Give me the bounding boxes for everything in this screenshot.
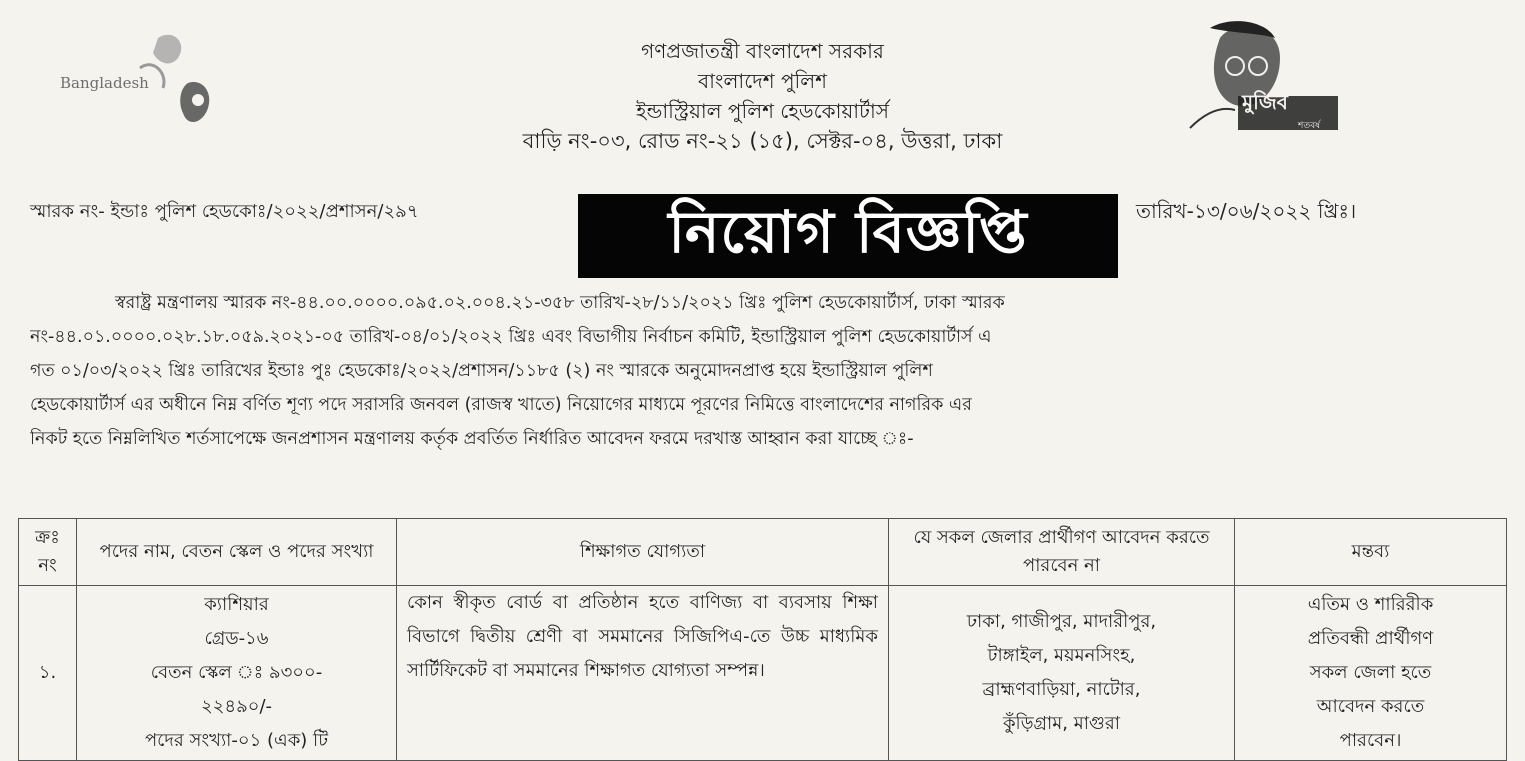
district-line: ব্রাহ্মণবাড়িয়া, নাটোর, — [982, 679, 1141, 700]
district-line: ঢাকা, গাজীপুর, মাদারীপুর, — [966, 611, 1157, 632]
remark-line: পারবেন। — [1339, 730, 1402, 751]
cell-education: কোন স্বীকৃত বোর্ড বা প্রতিষ্ঠান হতে বাণিজ্য বা ব্যবসায় শিক্ষা বিভাগে দ্বিতীয় শ্রেণী বা সমমানের সিজিপিএ-তে উচ্চ মাধ্যমিক সার্টিফিকেট বা সমমানের শিক্ষাগত যোগ্যতা সম্পন্ন। — [397, 586, 889, 761]
post-count: পদের সংখ্যা-০১ (এক) টি — [144, 730, 329, 751]
remark-line: সকল জেলা হতে — [1309, 662, 1432, 683]
cell-serial: ১. — [19, 586, 77, 761]
remark-line: আবেদন করতে — [1316, 696, 1425, 717]
body-line: নিকট হতে নিম্নলিখিত শর্তসাপেক্ষে জনপ্রশাসন মন্ত্রণালয় কর্তৃক প্রবর্তিত নির্ধারিত আবেদন ফরমে দরখাস্ত আহ্বান করা যাচ্ছে ঃ- — [30, 429, 914, 449]
letterhead — [0, 36, 1525, 156]
post-pay-scale-end: ২২৪৯০/- — [200, 696, 273, 717]
column-header-education: শিক্ষাগত যোগ্যতা — [397, 519, 889, 586]
post-pay-scale: বেতন স্কেল ঃ ৯৩০০- — [150, 662, 323, 683]
column-header-districts: যে সকল জেলার প্রার্থীগণ আবেদন করতে পারবেন না — [889, 519, 1235, 586]
remark-line: এতিম ও শারিরীক — [1307, 594, 1434, 615]
office-address: বাড়ি নং-০৩, রোড নং-২১ (১৫), সেক্টর-০৪, উত্তরা, ঢাকা — [522, 129, 1003, 153]
column-header-remarks: মন্তব্য — [1235, 519, 1507, 586]
logo-text: Bangladesh — [60, 74, 149, 92]
cell-districts — [889, 586, 1235, 761]
district-line: কুঁড়িগ্রাম, মাগুরা — [1002, 713, 1121, 734]
table-row — [19, 586, 1507, 761]
post-grade: গ্রেড-১৬ — [204, 628, 269, 649]
column-header-post: পদের নাম, বেতন স্কেল ও পদের সংখ্যা — [77, 519, 397, 586]
memo-date: তারিখ-১৩/০৬/২০২২ খ্রিঃ। — [1136, 199, 1357, 223]
remark-line: প্রতিবন্ধী প্রার্থীগণ — [1307, 628, 1434, 649]
cell-remarks — [1235, 586, 1507, 761]
government-title: গণপ্রজাতন্ত্রী বাংলাদেশ সরকার — [641, 39, 884, 63]
post-name: ক্যাশিয়ার — [204, 594, 269, 615]
body-line: হেডকোয়ার্টার্স এর অধীনে নিম্ন বর্ণিত শূণ্য পদে সরাসরি জনবল (রাজস্ব খাতে) নিয়োগের মাধ্যমে পূরণের নিমিত্তে বাংলাদেশের নাগরিক এর — [30, 395, 972, 415]
cell-post — [77, 586, 397, 761]
vacancy-table — [18, 518, 1507, 761]
memo-number: স্মারক নং- ইন্ডাঃ পুলিশ হেডকোঃ/২০২২/প্রশাসন/২৯৭ — [30, 201, 419, 222]
notice-body — [30, 286, 1500, 456]
recruitment-notice-banner: নিয়োগ বিজ্ঞপ্তি — [578, 194, 1118, 278]
organization-title: বাংলাদেশ পুলিশ — [697, 69, 827, 93]
body-line: নং-৪৪.০১.০০০০.০২৮.১৮.০৫৯.২০২১-০৫ তারিখ-০৪/০১/২০২২ খ্রিঃ এবং বিভাগীয় নির্বাচন কমিটি, ইন্ডাস্ট্রিয়াল পুলিশ হেডকোয়ার্টার্স এ — [30, 327, 992, 347]
table-header-row — [19, 519, 1507, 586]
mujib-logo-text: মুজিব — [1242, 90, 1288, 114]
department-title: ইন্ডাস্ট্রিয়াল পুলিশ হেডকোয়ার্টার্স — [636, 99, 889, 123]
body-line: স্বরাষ্ট্র মন্ত্রণালয় স্মারক নং-৪৪.০০.০০০০.০৯৫.০২.০০৪.২১-৩৫৮ তারিখ-২৮/১১/২০২১ খ্রিঃ পুলিশ হেডকোয়ার্টার্স, ঢাকা স্মারক — [115, 293, 1005, 313]
body-line: গত ০১/০৩/২০২২ খ্রিঃ তারিখের ইন্ডাঃ পুঃ হেডকোঃ/২০২২/প্রশাসন/১১৮৫ (২) নং স্মারকে অনুমোদনপ্রাপ্ত হয়ে ইন্ডাস্ট্রিয়াল পুলিশ — [30, 361, 933, 381]
district-line: টাঙ্গাইল, ময়মনসিংহ, — [987, 645, 1136, 666]
mujib-logo-subtext: শতবর্ষ — [1298, 121, 1321, 131]
column-header-serial: ক্রঃ নং — [19, 519, 77, 586]
